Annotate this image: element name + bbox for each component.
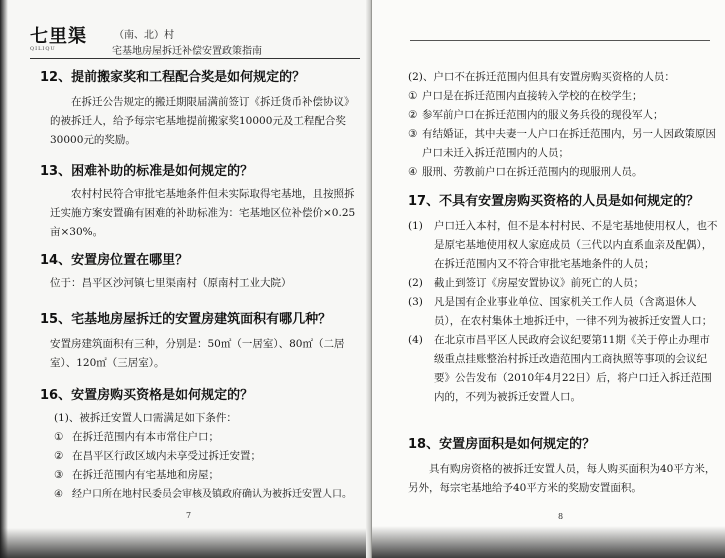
section-paragraph: 具有购房资格的被拆迁安置人员，每人购买面积为40平方米，另外，每宗宅基地给予40平方米的奖励安置面积。 xyxy=(408,463,716,494)
item-number: ② xyxy=(54,450,64,462)
list-item xyxy=(408,293,718,331)
list-item xyxy=(408,87,718,106)
section-heading: 15、宅基地房屋拆迁的安置房建筑面积有哪几种？ xyxy=(40,312,332,327)
item-text: 在拆迁范围内有宅基地和房屋； xyxy=(72,469,219,481)
item-text: 在昌平区行政区域内未享受过拆迁安置； xyxy=(72,450,261,462)
guide-title: 宅基地房屋拆迁补偿安置政策指南 xyxy=(112,46,262,57)
page-number: 8 xyxy=(558,512,564,521)
header-divider xyxy=(30,58,360,59)
item-number: ① xyxy=(408,90,418,102)
section-12 xyxy=(40,66,360,150)
section-heading: 14、安置房位置在哪里？ xyxy=(40,253,189,268)
section-paragraph: 安置房建筑面积有三种，分别是：50㎡（一居室）、80㎡（二居室）、120㎡（三居室）。 xyxy=(50,338,345,369)
right-page xyxy=(372,0,725,558)
item-number: ④ xyxy=(408,166,418,178)
item-text: 在拆迁范围内有本市常住户口； xyxy=(72,431,219,443)
item-number: ④ xyxy=(54,489,63,500)
item-number: ③ xyxy=(54,469,64,481)
section-heading: 13、困难补助的标准是如何规定的？ xyxy=(40,164,254,179)
page-header xyxy=(30,14,360,56)
section-16 xyxy=(40,384,362,504)
item-text: 户口迁入本村，但不是本村村民、不是宅基地使用权人，也不是原宅基地使用权人家庭成员（三代以内直系血亲及配偶），在拆迁范围内又不符合审批宅基地条件的人员； xyxy=(434,220,718,270)
list-item xyxy=(54,428,362,447)
village-label: （南、北）村 xyxy=(114,30,174,41)
item-number: (2) xyxy=(408,277,423,289)
section-heading: 18、安置房面积是如何规定的？ xyxy=(408,437,596,452)
section-intro: (2)、户口不在拆迁范围内但具有安置房购买资格的人员： xyxy=(408,71,675,83)
list-item xyxy=(408,125,718,163)
header-divider xyxy=(410,40,710,41)
section-14 xyxy=(40,249,360,293)
logo: 七里渠 xyxy=(30,26,87,47)
list-item xyxy=(54,466,362,485)
list-item xyxy=(408,331,718,407)
item-text: 在北京市昌平区人民政府会议纪要第11期《关于停止办理市级重点挂账整治村拆迁改造范围内工商执照等事项的会议纪要》公告发布（2010年4月22日）后，将户口迁入拆迁范围内的，不列为被拆迁安置人口。 xyxy=(434,334,712,403)
section-heading: 16、安置房购买资格是如何规定的？ xyxy=(40,388,254,403)
item-text: 凡是国有企业事业单位、国家机关工作人员（含离退休人员），在农村集体土地拆迁中，一律不列为被拆迁安置人口； xyxy=(434,296,713,327)
page-number: 7 xyxy=(186,511,192,520)
item-number: ② xyxy=(408,109,418,121)
item-text: 户口是在拆迁范围内直接转入学校的在校学生； xyxy=(422,90,643,102)
item-number: (3) xyxy=(408,296,423,308)
list-item xyxy=(408,163,718,182)
item-number: (1) xyxy=(408,220,423,232)
section-16-continued xyxy=(408,68,718,182)
section-paragraph: 在拆迁公告规定的搬迁期限届满前签订《拆迁货币补偿协议》的被拆迁人，给予每宗宅基地提前搬家奖10000元及工程配合奖30000元的奖励。 xyxy=(50,96,355,146)
section-13 xyxy=(40,160,360,242)
list-item xyxy=(54,485,362,504)
section-18 xyxy=(408,433,718,498)
list-item xyxy=(408,274,718,293)
list-item xyxy=(408,106,718,125)
item-text: 截止到签订《房屋安置协议》前死亡的人员； xyxy=(434,277,644,289)
section-15 xyxy=(40,308,360,373)
section-heading: 17、不具有安置房购买资格的人员是如何规定的？ xyxy=(408,194,700,209)
section-heading: 12、提前搬家奖和工程配合奖是如何规定的？ xyxy=(40,70,306,85)
item-number: ③ xyxy=(408,128,418,140)
page-edge-shadow xyxy=(0,0,8,558)
item-number: ① xyxy=(54,431,64,443)
item-text: 参军前户口在拆迁范围内的服义务兵役的现役军人； xyxy=(422,109,664,121)
section-intro: (1)、被拆迁安置人口需满足如下条件： xyxy=(54,412,237,424)
item-text: 服刑、劳教前户口在拆迁范围内的现服刑人员。 xyxy=(422,166,643,178)
item-number: (4) xyxy=(408,334,423,346)
logo-subtitle: QILIQU xyxy=(30,46,56,52)
item-text: 经户口所在地村民委员会审核及镇政府确认为被拆迁安置人口。 xyxy=(72,489,352,500)
page-bottom-shadow xyxy=(372,526,725,558)
list-item xyxy=(54,447,362,466)
section-paragraph: 农村村民符合审批宅基地条件但未实际取得宅基地，且按照拆迁实施方案安置确有困难的补助标准为：宅基地区位补偿价×0.25亩×30%。 xyxy=(50,188,356,238)
item-text: 有结婚证，其中夫妻一人户口在拆迁范围内，另一人因政策原因户口未迁入拆迁范围内的人员； xyxy=(422,128,716,159)
list-item xyxy=(408,217,718,274)
page-bottom-shadow xyxy=(0,528,370,558)
section-17 xyxy=(408,190,718,407)
section-paragraph: 位于：昌平区沙河镇七里渠南村（原南村工业大院） xyxy=(50,277,292,289)
